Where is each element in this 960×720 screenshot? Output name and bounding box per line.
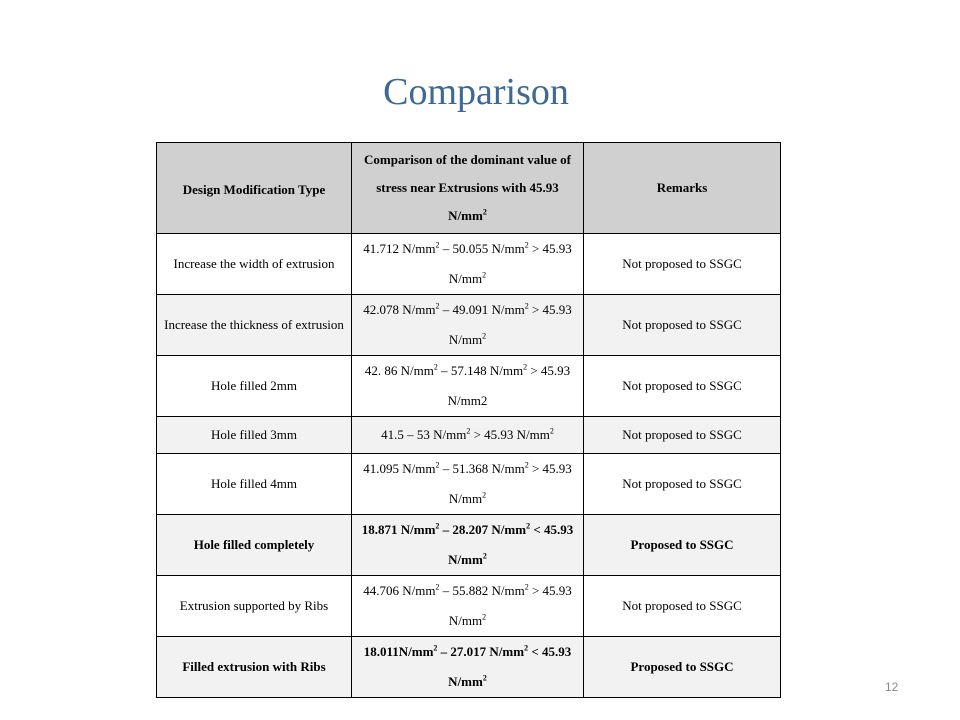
cell-stress-comparison: 42. 86 $N/mm^2 - 57.148$ $N/mm^2 > 45.93$ N/mm2 [352, 356, 584, 417]
table-row [157, 295, 781, 356]
cell-design-modification-type: Hole filled completely [157, 515, 352, 576]
cell-remarks: Proposed to SSGC [584, 637, 781, 698]
table-row [157, 417, 781, 454]
cell-stress-comparison: 41.5 – 53 $N/mm^2 > 45.93$ $N/mm^2$ [352, 417, 584, 454]
table-row [157, 637, 781, 698]
cell-stress-comparison: 42.078 $N/mm^2 - 49.091$ $N/mm^2 > 45.93$ $N/mm^2$ [352, 295, 584, 356]
table-row [157, 454, 781, 515]
cell-design-modification-type: Hole filled 4mm [157, 454, 352, 515]
header-design-modification-type: Design Modification Type [157, 143, 352, 234]
comparison-table [156, 142, 781, 698]
cell-remarks: Not proposed to SSGC [584, 576, 781, 637]
cell-remarks: Not proposed to SSGC [584, 454, 781, 515]
cell-design-modification-type: Filled extrusion with Ribs [157, 637, 352, 698]
header-remarks: Remarks [584, 143, 781, 234]
cell-remarks: Not proposed to SSGC [584, 417, 781, 454]
cell-stress-comparison: $18.011N/mm^2 - 27.017$ $N/mm^2 < 45.93$ $N/mm^2$ [352, 637, 584, 698]
cell-design-modification-type: Increase the thickness of extrusion [157, 295, 352, 356]
header-comparison: Comparison of the dominant value of stress near Extrusions with 45.93 $N/mm^2$ [352, 143, 584, 234]
cell-remarks: Proposed to SSGC [584, 515, 781, 576]
slide-title: Comparison [383, 71, 569, 113]
cell-remarks: Not proposed to SSGC [584, 356, 781, 417]
table-row [157, 356, 781, 417]
cell-remarks: Not proposed to SSGC [584, 234, 781, 295]
cell-remarks: Not proposed to SSGC [584, 295, 781, 356]
page-number: 12 [885, 680, 899, 694]
table-row [157, 234, 781, 295]
cell-design-modification-type: Increase the width of extrusion [157, 234, 352, 295]
cell-stress-comparison: 44.706 $N/mm^2 - 55.882$ $N/mm^2 > 45.93$ $N/mm^2$ [352, 576, 584, 637]
cell-stress-comparison: 41.712 $N/mm^2 - 50.055$ $N/mm^2 > 45.93$ $N/mm^2$ [352, 234, 584, 295]
table-row [157, 515, 781, 576]
cell-stress-comparison: 41.095 $N/mm^2 - 51.368$ $N/mm^2 > 45.93$ $N/mm^2$ [352, 454, 584, 515]
cell-design-modification-type: Hole filled 3mm [157, 417, 352, 454]
table-header-row [157, 143, 781, 234]
cell-stress-comparison: 18.871 $N/mm^2 - 28.207$ $N/mm^2 < 45.93$ $N/mm^2$ [352, 515, 584, 576]
cell-design-modification-type: Extrusion supported by Ribs [157, 576, 352, 637]
cell-design-modification-type: Hole filled 2mm [157, 356, 352, 417]
table-row [157, 576, 781, 637]
